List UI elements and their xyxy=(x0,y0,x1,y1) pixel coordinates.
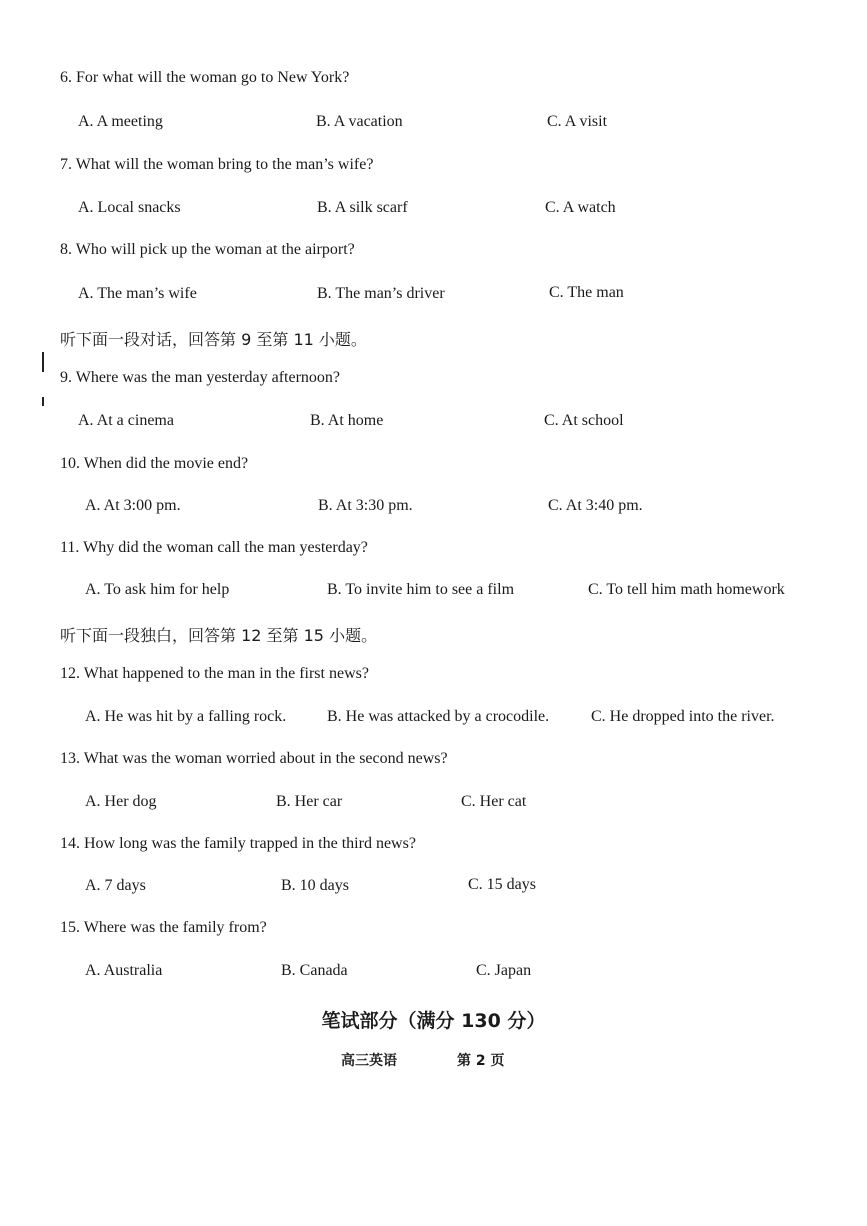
option-15b: B. Canada xyxy=(281,962,348,979)
option-14a: A. 7 days xyxy=(85,877,146,894)
question-15: 15. Where was the family from? xyxy=(60,919,267,936)
option-7b: B. A silk scarf xyxy=(317,199,408,216)
option-15c: C. Japan xyxy=(476,962,532,979)
question-9: 9. Where was the man yesterday afternoon? xyxy=(60,369,341,386)
option-11a: A. To ask him for help xyxy=(85,581,230,598)
option-9b: B. At home xyxy=(310,412,384,429)
question-12: 12. What happened to the man in the first news? xyxy=(60,665,369,682)
option-8a: A. The man’s wife xyxy=(78,285,197,302)
option-12c: C. He dropped into the river. xyxy=(591,708,775,725)
section-title: 笔试部分（满分 130 分） xyxy=(321,1010,546,1032)
option-10b: B. At 3:30 pm. xyxy=(318,497,413,514)
option-13b: B. Her car xyxy=(276,793,343,810)
listening-instruction-9-11: 听下面一段对话，回答第 9 至第 11 小题。 xyxy=(60,330,367,349)
question-6: 6. For what will the woman go to New York? xyxy=(60,69,350,86)
option-11c: C. To tell him math homework xyxy=(588,581,785,598)
option-7c: C. A watch xyxy=(545,199,616,216)
question-10: 10. When did the movie end? xyxy=(60,455,249,472)
question-8: 8. Who will pick up the woman at the airport? xyxy=(60,241,355,258)
option-9c: C. At school xyxy=(544,412,624,429)
option-13c: C. Her cat xyxy=(461,793,527,810)
question-14: 14. How long was the family trapped in the third news? xyxy=(60,835,416,852)
option-6b: B. A vacation xyxy=(316,113,403,130)
option-11b: B. To invite him to see a film xyxy=(327,581,515,598)
option-15a: A. Australia xyxy=(85,962,163,979)
option-14c: C. 15 days xyxy=(468,876,536,893)
option-7a: A. Local snacks xyxy=(78,199,181,216)
footer-subject: 高三英语 xyxy=(341,1053,397,1069)
option-6c: C. A visit xyxy=(547,113,608,130)
option-13a: A. Her dog xyxy=(85,793,157,810)
scan-mark xyxy=(42,397,44,406)
option-8c: C. The man xyxy=(549,284,624,301)
question-7: 7. What will the woman bring to the man’s wife? xyxy=(60,156,374,173)
option-8b: B. The man’s driver xyxy=(317,285,445,302)
footer-page-number: 第 2 页 xyxy=(457,1053,505,1069)
option-12b: B. He was attacked by a crocodile. xyxy=(327,708,550,725)
question-11: 11. Why did the woman call the man yesterday? xyxy=(60,539,368,556)
option-10a: A. At 3:00 pm. xyxy=(85,497,181,514)
option-9a: A. At a cinema xyxy=(78,412,174,429)
option-14b: B. 10 days xyxy=(281,877,349,894)
listening-instruction-12-15: 听下面一段独白，回答第 12 至第 15 小题。 xyxy=(60,626,378,645)
question-13: 13. What was the woman worried about in the second news? xyxy=(60,750,448,767)
option-6a: A. A meeting xyxy=(78,113,163,130)
scan-mark xyxy=(42,352,44,372)
option-10c: C. At 3:40 pm. xyxy=(548,497,643,514)
option-12a: A. He was hit by a falling rock. xyxy=(85,708,287,725)
